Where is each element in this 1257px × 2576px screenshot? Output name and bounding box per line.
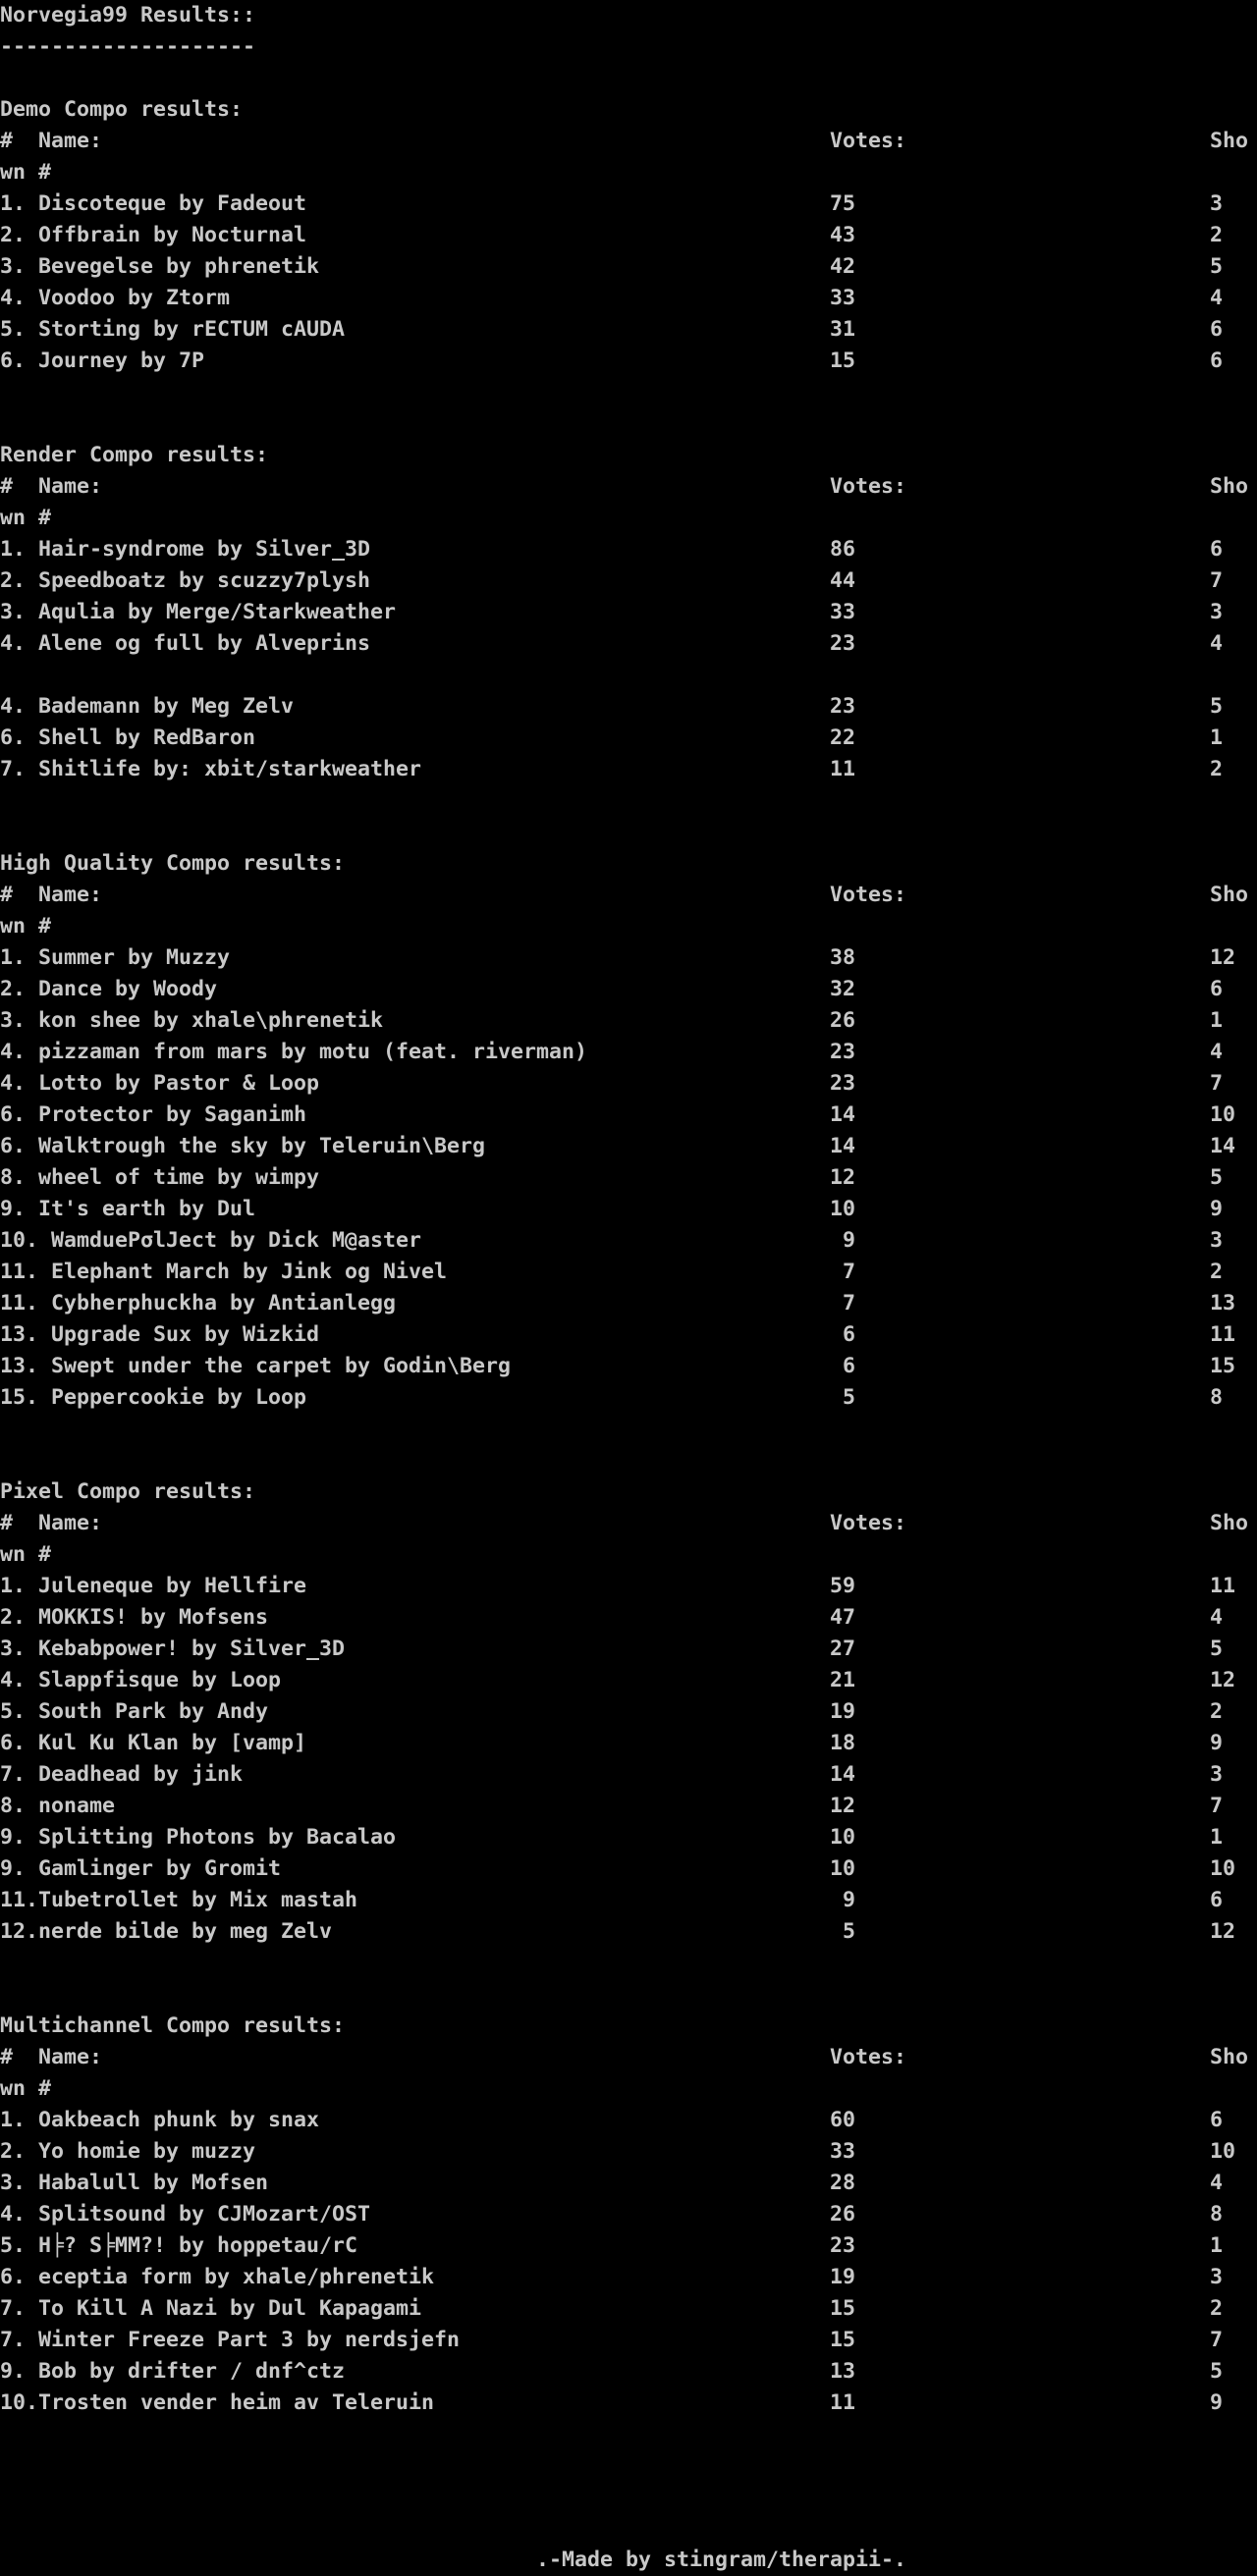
entry-votes: 26: [830, 1008, 856, 1033]
entry-shown: 11: [1210, 1574, 1236, 1598]
entry-name: 11.Tubetrollet by Mix mastah: [0, 1888, 358, 1912]
section-title: Demo Compo results:: [0, 97, 244, 122]
entry-votes: 10: [830, 1825, 856, 1850]
section-title: High Quality Compo results:: [0, 851, 346, 876]
entry-shown: 5: [1210, 1165, 1224, 1190]
entry-votes: 21: [830, 1668, 856, 1692]
header-votes-label: Votes:: [830, 129, 907, 153]
blank-line: [0, 63, 1257, 94]
entry-shown: 11: [1210, 1322, 1236, 1347]
entry-name: 6. Journey by 7P: [0, 349, 205, 373]
entry-votes: 23: [830, 2233, 856, 2258]
entry-row: [0, 565, 1257, 597]
entry-row: [0, 974, 1257, 1005]
entry-name: 9. Splitting Photons by Bacalao: [0, 1825, 397, 1850]
entry-shown: 1: [1210, 1825, 1224, 1850]
entry-row: [0, 1131, 1257, 1162]
blank-line: [0, 408, 1257, 440]
entry-row: [0, 1194, 1257, 1225]
entry-shown: 3: [1210, 2265, 1224, 2289]
entry-name: 9. Gamlinger by Gromit: [0, 1856, 282, 1881]
entry-votes: 14: [830, 1102, 856, 1127]
entry-votes: 33: [830, 2139, 856, 2164]
entry-row: [0, 534, 1257, 565]
entry-name: 6. Walktrough the sky by Teleruin\Berg: [0, 1134, 486, 1158]
entry-shown: 8: [1210, 1385, 1224, 1410]
header-rank-name-label: # Name:: [0, 2045, 103, 2069]
entry-row: [0, 942, 1257, 974]
entry-votes: 44: [830, 568, 856, 593]
entry-name: 2. Dance by Woody: [0, 977, 218, 1001]
entry-row: [0, 1696, 1257, 1728]
header-votes-label: Votes:: [830, 2045, 907, 2069]
entry-shown: 12: [1210, 945, 1236, 970]
sections-container: [0, 94, 1257, 2545]
header-shown-label: Sho: [1210, 129, 1249, 153]
header-shown-label: Sho: [1210, 2045, 1249, 2069]
header-rank-name-label: # Name:: [0, 474, 103, 499]
header-shown-wrap: wn #: [0, 160, 52, 185]
entry-row: [0, 251, 1257, 283]
entry-shown: 1: [1210, 1008, 1224, 1033]
entry-shown: 4: [1210, 286, 1224, 310]
entry-shown: 6: [1210, 537, 1224, 562]
entry-name: 11. Elephant March by Jink og Nivel: [0, 1260, 448, 1284]
results-header-row: [0, 2042, 1257, 2073]
entry-name: 15. Peppercookie by Loop: [0, 1385, 307, 1410]
entry-votes: 7: [842, 1260, 855, 1284]
entry-row: [0, 2262, 1257, 2293]
entry-name: 3. kon shee by xhale\phrenetik: [0, 1008, 384, 1033]
entry-shown: 4: [1210, 1605, 1224, 1630]
entry-name: 5. H╞? S╞MM?! by hoppetau/rC: [0, 2233, 358, 2258]
entry-shown: 9: [1210, 2390, 1224, 2415]
entry-row: [0, 2388, 1257, 2419]
entry-votes: 26: [830, 2202, 856, 2227]
blank-line: [0, 1414, 1257, 1445]
entry-votes: 43: [830, 223, 856, 247]
entry-votes: 15: [830, 349, 856, 373]
entry-shown: 9: [1210, 1731, 1224, 1755]
entry-shown: 2: [1210, 1260, 1224, 1284]
entry-votes: 5: [842, 1919, 855, 1944]
blank-line: [0, 377, 1257, 408]
entry-votes: 28: [830, 2171, 856, 2195]
entry-row: [0, 2105, 1257, 2136]
entry-row: [0, 220, 1257, 251]
header-rank-name-label: # Name:: [0, 129, 103, 153]
entry-name: 6. Protector by Saganimh: [0, 1102, 307, 1127]
entry-shown: 6: [1210, 317, 1224, 342]
entry-name: 1. Summer by Muzzy: [0, 945, 231, 970]
blank-line: [0, 1948, 1257, 1979]
entry-votes: 42: [830, 254, 856, 279]
entry-row: [0, 1162, 1257, 1194]
entry-name: 4. Alene og full by Alveprins: [0, 631, 371, 656]
header-votes-label: Votes:: [830, 1511, 907, 1535]
entry-name: 13. Swept under the carpet by Godin\Berg: [0, 1354, 512, 1378]
header-votes-label: Votes:: [830, 883, 907, 907]
header-shown-wrap: wn #: [0, 914, 52, 939]
section-title: Multichannel Compo results:: [0, 2013, 346, 2038]
entry-shown: 14: [1210, 1134, 1236, 1158]
entry-row: [0, 1885, 1257, 1916]
entry-row: [0, 2356, 1257, 2388]
entry-shown: 7: [1210, 1071, 1224, 1096]
entry-name: 4. Bademann by Meg Zelv: [0, 694, 295, 719]
entry-votes: 22: [830, 725, 856, 750]
entry-shown: 6: [1210, 2108, 1224, 2132]
entry-name: 6. Shell by RedBaron: [0, 725, 256, 750]
entry-row: [0, 1665, 1257, 1696]
entry-name: 4. Splitsound by CJMozart/OST: [0, 2202, 371, 2227]
entry-shown: 2: [1210, 2296, 1224, 2321]
entry-row: [0, 1822, 1257, 1853]
page-title: Norvegia99 Results::: [0, 3, 256, 27]
entry-name: 1. Discoteque by Fadeout: [0, 191, 307, 216]
entry-row: [0, 1791, 1257, 1822]
entry-name: 2. MOKKIS! by Mofsens: [0, 1605, 269, 1630]
entry-votes: 6: [842, 1354, 855, 1378]
blank-line: [0, 785, 1257, 817]
entry-name: 7. To Kill A Nazi by Dul Kapagami: [0, 2296, 422, 2321]
entry-name: 7. Deadhead by jink: [0, 1762, 244, 1787]
entry-votes: 11: [830, 757, 856, 781]
entry-name: 5. Storting by rECTUM cAUDA: [0, 317, 346, 342]
results-header-row: [0, 126, 1257, 157]
entry-votes: 23: [830, 1071, 856, 1096]
entry-shown: 10: [1210, 1856, 1236, 1881]
entry-shown: 15: [1210, 1354, 1236, 1378]
entry-votes: 10: [830, 1856, 856, 1881]
entry-votes: 31: [830, 317, 856, 342]
entry-votes: 86: [830, 537, 856, 562]
entry-row: [0, 2325, 1257, 2356]
entry-name: 2. Offbrain by Nocturnal: [0, 223, 307, 247]
entry-votes: 33: [830, 286, 856, 310]
entry-votes: 27: [830, 1637, 856, 1661]
entry-votes: 14: [830, 1762, 856, 1787]
entry-row: [0, 346, 1257, 377]
entry-votes: 9: [842, 1888, 855, 1912]
entry-votes: 32: [830, 977, 856, 1001]
entry-name: 4. Voodoo by Ztorm: [0, 286, 231, 310]
entry-votes: 33: [830, 600, 856, 624]
entry-shown: 2: [1210, 757, 1224, 781]
entry-votes: 10: [830, 1197, 856, 1221]
entry-votes: 23: [830, 694, 856, 719]
blank-line: [0, 1979, 1257, 2011]
entry-shown: 3: [1210, 191, 1224, 216]
header-shown-wrap: wn #: [0, 1542, 52, 1567]
header-shown-label: Sho: [1210, 883, 1249, 907]
entry-row: [0, 1068, 1257, 1100]
entry-shown: 3: [1210, 1762, 1224, 1787]
entry-votes: 60: [830, 2108, 856, 2132]
entry-shown: 5: [1210, 694, 1224, 719]
section-title: Render Compo results:: [0, 443, 269, 467]
entry-name: 3. Bevegelse by phrenetik: [0, 254, 320, 279]
entry-shown: 3: [1210, 600, 1224, 624]
header-shown-wrap: wn #: [0, 506, 52, 530]
entry-votes: 18: [830, 1731, 856, 1755]
entry-name: 1. Oakbeach phunk by snax: [0, 2108, 320, 2132]
blank-line: [0, 2482, 1257, 2513]
entry-name: 11. Cybherphuckha by Antianlegg: [0, 1291, 397, 1315]
entry-row: [0, 1351, 1257, 1382]
entry-name: 3. Aqulia by Merge/Starkweather: [0, 600, 397, 624]
entry-row: [0, 2199, 1257, 2230]
entry-row: [0, 188, 1257, 220]
entry-row: [0, 314, 1257, 346]
entry-row: [0, 628, 1257, 660]
entry-row: [0, 1288, 1257, 1319]
entry-name: 8. wheel of time by wimpy: [0, 1165, 320, 1190]
entry-shown: 10: [1210, 2139, 1236, 2164]
entry-shown: 2: [1210, 223, 1224, 247]
entry-shown: 7: [1210, 1794, 1224, 1818]
entry-row: [0, 1382, 1257, 1414]
entry-shown: 4: [1210, 631, 1224, 656]
entry-name: 1. Juleneque by Hellfire: [0, 1574, 307, 1598]
entry-votes: 13: [830, 2359, 856, 2384]
entry-name: 9. It's earth by Dul: [0, 1197, 256, 1221]
entry-row: [0, 1037, 1257, 1068]
entry-name: 7. Shitlife by: xbit/starkweather: [0, 757, 422, 781]
entry-votes: 15: [830, 2296, 856, 2321]
entry-shown: 12: [1210, 1919, 1236, 1944]
entry-shown: 1: [1210, 2233, 1224, 2258]
entry-shown: 12: [1210, 1668, 1236, 1692]
entry-row: [0, 2168, 1257, 2199]
entry-name: 2. Yo homie by muzzy: [0, 2139, 256, 2164]
entry-shown: 6: [1210, 349, 1224, 373]
entry-row: [0, 283, 1257, 314]
blank-line: [0, 817, 1257, 848]
entry-row: [0, 2230, 1257, 2262]
entry-votes: 5: [842, 1385, 855, 1410]
page-footer: .-Made by stingram/therapii-.: [536, 2548, 907, 2572]
header-shown-wrap: wn #: [0, 2076, 52, 2101]
entry-name: 12.nerde bilde by meg Zelv: [0, 1919, 333, 1944]
entry-votes: 19: [830, 1699, 856, 1724]
results-header-row: [0, 471, 1257, 503]
entry-row: [0, 1571, 1257, 1602]
entry-row: [0, 2136, 1257, 2168]
results-header-row: [0, 880, 1257, 911]
title-divider: --------------------: [0, 34, 256, 59]
entry-shown: 7: [1210, 568, 1224, 593]
entry-row: [0, 1759, 1257, 1791]
header-votes-label: Votes:: [830, 474, 907, 499]
entry-row: [0, 1602, 1257, 1634]
entry-name: 6. eceptia form by xhale/phrenetik: [0, 2265, 435, 2289]
entry-row: [0, 1728, 1257, 1759]
entry-row: [0, 1100, 1257, 1131]
entry-name: 10. WamduePσlJect by Dick M@aster: [0, 1228, 422, 1253]
entry-shown: 8: [1210, 2202, 1224, 2227]
entry-votes: 47: [830, 1605, 856, 1630]
entry-shown: 5: [1210, 254, 1224, 279]
entry-votes: 38: [830, 945, 856, 970]
entry-votes: 14: [830, 1134, 856, 1158]
entry-row: [0, 1319, 1257, 1351]
blank-line: [0, 2513, 1257, 2545]
entry-shown: 5: [1210, 2359, 1224, 2384]
header-rank-name-label: # Name:: [0, 883, 103, 907]
entry-shown: 2: [1210, 1699, 1224, 1724]
entry-row: [0, 1916, 1257, 1948]
entry-votes: 19: [830, 2265, 856, 2289]
entry-votes: 75: [830, 191, 856, 216]
section-title: Pixel Compo results:: [0, 1479, 256, 1504]
entry-row: [0, 597, 1257, 628]
entry-votes: 9: [842, 1228, 855, 1253]
header-shown-label: Sho: [1210, 474, 1249, 499]
entry-shown: 1: [1210, 725, 1224, 750]
entry-row: [0, 1853, 1257, 1885]
header-shown-label: Sho: [1210, 1511, 1249, 1535]
entry-row: [0, 723, 1257, 754]
entry-name: 10.Trosten vender heim av Teleruin: [0, 2390, 435, 2415]
entry-shown: 4: [1210, 1040, 1224, 1064]
entry-votes: 7: [842, 1291, 855, 1315]
entry-row: [0, 1005, 1257, 1037]
entry-name: 4. Lotto by Pastor & Loop: [0, 1071, 320, 1096]
entry-name: 5. South Park by Andy: [0, 1699, 269, 1724]
blank-line: [0, 660, 1257, 691]
entry-name: 3. Habalull by Mofsen: [0, 2171, 269, 2195]
blank-line: [0, 1445, 1257, 1476]
blank-line: [0, 2419, 1257, 2450]
entry-name: 4. Slappfisque by Loop: [0, 1668, 282, 1692]
entry-name: 4. pizzaman from mars by motu (feat. riverman): [0, 1040, 588, 1064]
entry-row: [0, 1257, 1257, 1288]
entry-votes: 23: [830, 1040, 856, 1064]
entry-votes: 12: [830, 1794, 856, 1818]
entry-row: [0, 1225, 1257, 1257]
entry-shown: 5: [1210, 1637, 1224, 1661]
entry-votes: 23: [830, 631, 856, 656]
entry-votes: 11: [830, 2390, 856, 2415]
entry-votes: 12: [830, 1165, 856, 1190]
entry-shown: 9: [1210, 1197, 1224, 1221]
entry-votes: 6: [842, 1322, 855, 1347]
entry-name: 13. Upgrade Sux by Wizkid: [0, 1322, 320, 1347]
entry-name: 3. Kebabpower! by Silver_3D: [0, 1637, 346, 1661]
entry-shown: 4: [1210, 2171, 1224, 2195]
entry-name: 7. Winter Freeze Part 3 by nerdsjefn: [0, 2328, 461, 2352]
entry-name: 8. noname: [0, 1794, 116, 1818]
entry-row: [0, 1634, 1257, 1665]
entry-name: 9. Bob by drifter / dnf^ctz: [0, 2359, 346, 2384]
blank-line: [0, 2450, 1257, 2482]
entry-shown: 13: [1210, 1291, 1236, 1315]
entry-votes: 59: [830, 1574, 856, 1598]
entry-row: [0, 754, 1257, 785]
entry-shown: 10: [1210, 1102, 1236, 1127]
entry-shown: 7: [1210, 2328, 1224, 2352]
entry-name: 6. Kul Ku Klan by [vamp]: [0, 1731, 307, 1755]
results-header-row: [0, 1508, 1257, 1539]
entry-votes: 15: [830, 2328, 856, 2352]
entry-shown: 6: [1210, 1888, 1224, 1912]
entry-name: 1. Hair-syndrome by Silver_3D: [0, 537, 371, 562]
entry-row: [0, 2293, 1257, 2325]
entry-row: [0, 691, 1257, 723]
entry-shown: 3: [1210, 1228, 1224, 1253]
entry-name: 2. Speedboatz by scuzzy7plysh: [0, 568, 371, 593]
entry-shown: 6: [1210, 977, 1224, 1001]
header-rank-name-label: # Name:: [0, 1511, 103, 1535]
